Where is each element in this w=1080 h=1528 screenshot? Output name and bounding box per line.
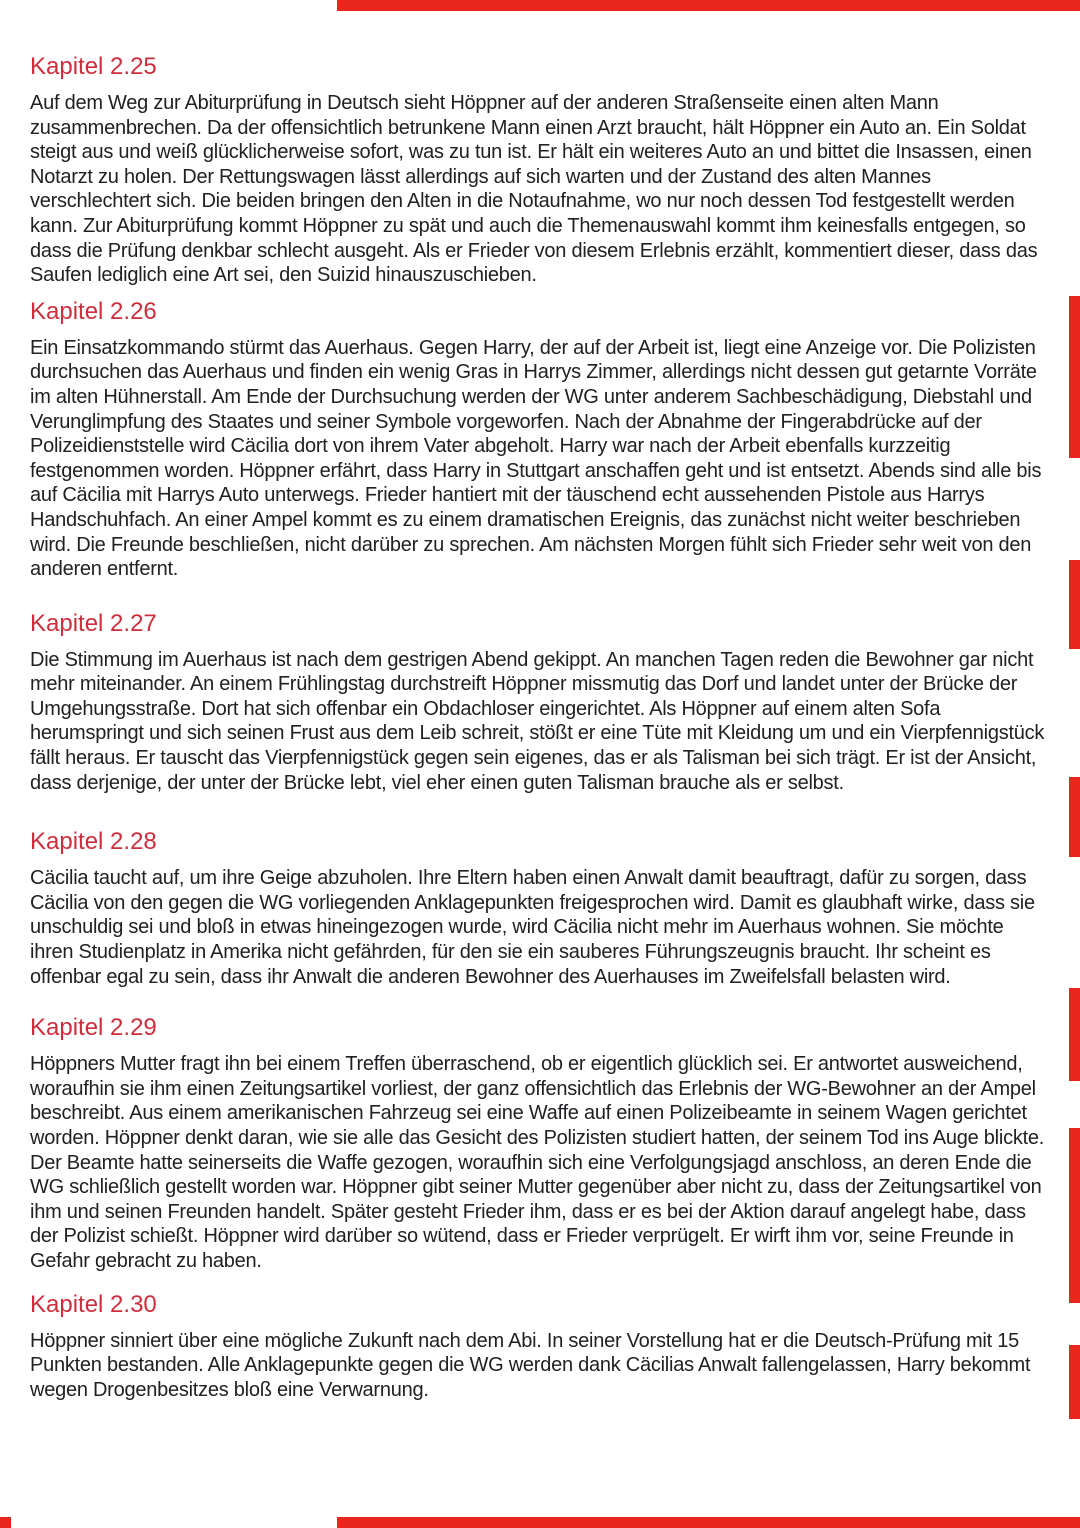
scroll-marker-right-4 <box>1069 988 1080 1081</box>
scroll-marker-right-3 <box>1069 777 1080 857</box>
chapter-section <box>30 1291 1048 1403</box>
chapter-body: Höppner sinniert über eine mögliche Zukunft nach dem Abi. In seiner Vorstellung hat er die Deutsch-Prüfung mit 15 Punkten bestanden. Alle Anklagepunkte gegen die WG werden dank Cäcilias Anwalt fallengelassen, Harry bekommt wegen Drogenbesitzes bloß eine Verwarnung. <box>30 1329 1031 1401</box>
chapter-heading: Kapitel 2.29 <box>30 1014 157 1042</box>
scroll-marker-bottom-left <box>0 1517 11 1528</box>
chapter-section <box>30 53 1048 288</box>
chapter-body: Ein Einsatzkommando stürmt das Auerhaus. Gegen Harry, der auf der Arbeit ist, liegt eine Anzeige vor. Die Polizisten durchsuchen das Auerhaus und finden ein wenig Gras in Harrys Zimmer, allerdings nicht dessen gut getarnte Vorräte im alten Hühnerstall. Am Ende der Durchsuchung werden der WG unter anderem Sachbeschädigung, Diebstahl und Verunglimpfung des Staates und seiner Symbole vorgeworfen. Nach der Abnahme der Fingerabdrücke auf der Polizeidienststelle wird Cäcilia dort von ihrem Vater abgeholt. Harry war nach der Arbeit ebenfalls kurzzeitig festgenommen worden. Höppner erfährt, dass Harry in Stuttgart anschaffen geht und ist entsetzt. Abends sind alle bis auf Cäcilia mit Harrys Auto unterwegs. Frieder hantiert mit der täuschend echt aussehenden Pistole aus Harrys Handschuhfach. An einer Ampel kommt es zu einem dramatischen Ereignis, das zunächst nicht weiter beschrieben wird. Die Freunde beschließen, nicht darüber zu sprechen. Am nächsten Morgen fühlt sich Frieder sehr weit von den anderen entfernt. <box>30 336 1042 581</box>
chapter-heading: Kapitel 2.30 <box>30 1290 157 1318</box>
chapter-body: Höppners Mutter fragt ihn bei einem Treffen überraschend, ob er eigentlich glücklich sei. Er antwortet ausweichend, woraufhin sie ihm einen Zeitungsartikel vorliest, der ganz offensichtlich das Erlebnis der WG-Bewohner an der Ampel beschreibt. Aus einem amerikanischen Fahrzeug sei eine Waffe auf einen Polizeibeamte in seinem Wagen gerichtet worden. Höppner denkt daran, wie sie alle das Gesicht des Polizisten studiert hatten, der seinem Tod ins Auge blickte. Der Beamte hatte seinerseits die Waffe gezogen, woraufhin sich eine Verfolgungsjagd anschloss, an deren Ende die WG schließlich gestellt worden war. Höppner gibt seiner Mutter gegenüber aber nicht zu, dass der Zeitungsartikel von ihm und seinen Freunden handelt. Später gesteht Frieder ihm, dass er es bei der Aktion darauf angelegt habe, dass der Polizist schießt. Höppner wird darüber so wütend, dass er Frieder verprügelt. Er wirft ihm vor, seine Freunde in Gefahr gebracht zu haben. <box>30 1053 1045 1272</box>
chapter-heading: Kapitel 2.28 <box>30 828 157 856</box>
chapter-section <box>30 610 1048 796</box>
chapter-body: Auf dem Weg zur Abiturprüfung in Deutsch sieht Höppner auf der anderen Straßenseite einen alten Mann zusammenbrechen. Da der offensichtlich betrunkene Mann einen Arzt braucht, hält Höppner ein Auto an. Ein Soldat steigt aus und weiß glücklicherweise sofort, was zu tun ist. Er hält ein weiteres Auto an und bittet die Insassen, einen Notarzt zu holen. Der Rettungswagen lässt allerdings auf sich warten und der Zustand des alten Mannes verschlechtert sich. Die beiden bringen den Alten in die Notaufnahme, wo nur noch dessen Tod festgestellt werden kann. Zur Abiturprüfung kommt Höppner zu spät und auch die Themenauswahl kommt ihm keinesfalls entgegen, so dass die Prüfung denkbar schlecht ausgeht. Als er Frieder von diesem Erlebnis erzählt, kommentiert dieser, dass das Saufen lediglich eine Art sei, den Suizid hinauszuschieben. <box>30 92 1038 287</box>
chapter-heading: Kapitel 2.25 <box>30 53 157 80</box>
chapter-section <box>30 1014 1048 1273</box>
scroll-marker-right-2 <box>1069 560 1080 649</box>
scroll-marker-bottom <box>337 1517 1080 1528</box>
chapter-section <box>30 828 1048 989</box>
chapter-heading: Kapitel 2.27 <box>30 609 157 637</box>
chapter-body: Cäcilia taucht auf, um ihre Geige abzuholen. Ihre Eltern haben einen Anwalt damit beauftragt, dafür zu sorgen, dass Cäcilia von den gegen die WG vorliegenden Anklagepunkten freigesprochen wird. Damit es glaubhaft wirke, dass sie unschuldig sei und bloß in etwas hineingezogen wurde, wird Cäcilia nicht mehr im Auerhaus wohnen. Sie möchte ihren Studienplatz in Amerika nicht gefährden, für den sie ein sauberes Führungszeugnis braucht. Ihr scheint es offenbar egal zu sein, dass ihr Anwalt die anderen Bewohner des Auerhauses im Zweifelsfall belasten wird. <box>30 867 1035 988</box>
chapter-heading: Kapitel 2.26 <box>30 297 157 325</box>
scroll-marker-right-1 <box>1069 296 1080 458</box>
scroll-marker-right-6 <box>1069 1345 1080 1419</box>
chapter-section <box>30 298 1048 582</box>
document-content <box>30 0 1048 1402</box>
scroll-marker-top <box>337 0 1080 11</box>
scroll-marker-right-5 <box>1069 1128 1080 1303</box>
chapter-body: Die Stimmung im Auerhaus ist nach dem gestrigen Abend gekippt. An manchen Tagen reden die Bewohner gar nicht mehr miteinander. An einem Frühlingstag durchstreift Höppner missmutig das Dorf und landet unter der Brücke der Umgehungsstraße. Dort hat sich offenbar ein Obdachloser eingerichtet. Als Höppner auf einem alten Sofa herumspringt und sich seinen Frust aus dem Leib schreit, stößt er eine Tüte mit Kleidung um und ein Vierpfennigstück fällt heraus. Er tauscht das Vierpfennigstück gegen sein eigenes, das er als Talisman bei sich trägt. Er ist der Ansicht, dass derjenige, der unter der Brücke lebt, viel eher einen guten Talisman brauche als er selbst. <box>30 648 1045 794</box>
